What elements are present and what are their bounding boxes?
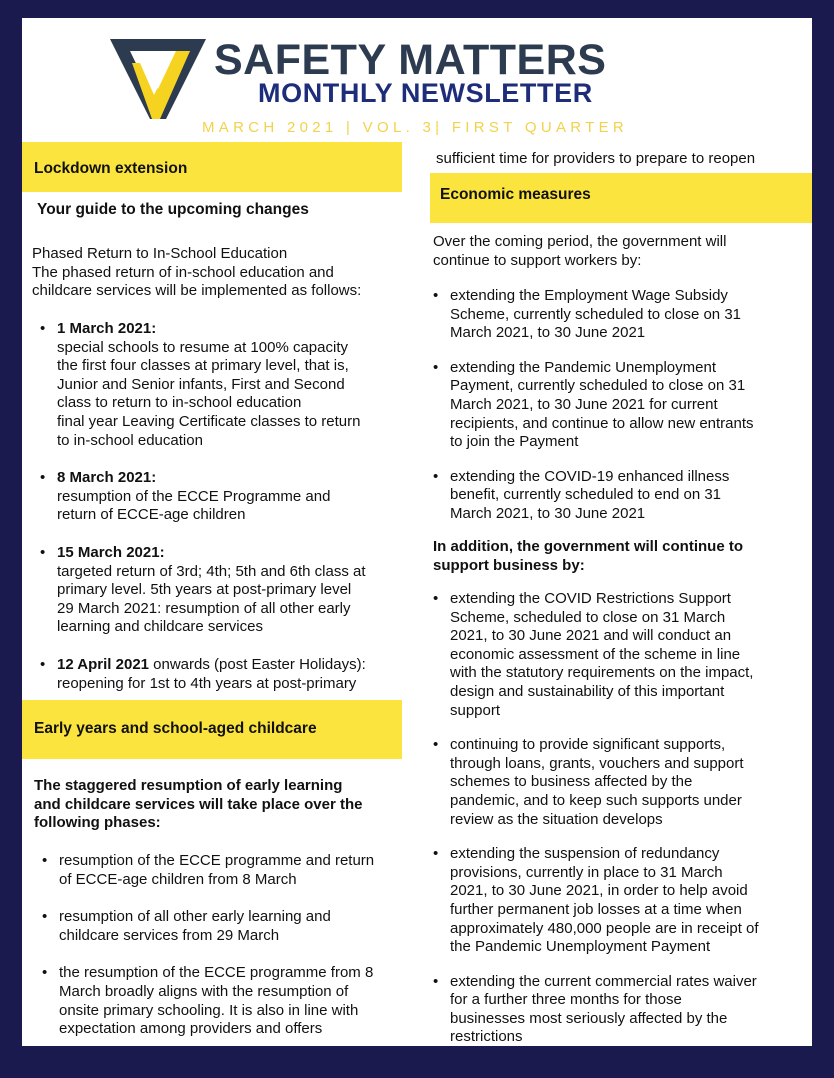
item-line: Scheme, currently scheduled to close on 31 — [450, 305, 741, 323]
item-date: 12 April 2021 — [57, 655, 149, 673]
item-line: class to return to in-school education — [57, 394, 302, 412]
lockdown-intro — [32, 245, 361, 301]
list-item — [42, 908, 412, 945]
worker-supports-list — [433, 287, 805, 543]
item-line: Payment, currently scheduled to close on 31 — [450, 377, 746, 395]
intro-line: Over the coming period, the government will — [433, 233, 727, 250]
newsletter-subtitle: MONTHLY NEWSLETTER — [258, 78, 593, 108]
item-line: • extending the COVID Restrictions Support — [450, 590, 731, 607]
lockdown-dates-list — [40, 320, 410, 712]
item-line: • resumption of all other early learning and — [59, 908, 331, 926]
item-line: March 2021, to 30 June 2021 — [450, 324, 646, 342]
item-line: primary level. 5th years at post-primary level — [57, 581, 352, 599]
item-date: • 8 March 2021: — [57, 469, 157, 487]
list-item — [42, 852, 412, 889]
item-line: review as the situation develops — [450, 810, 663, 828]
item-line: March 2021, to 30 June 2021 — [450, 504, 646, 522]
early-years-intro — [34, 777, 363, 833]
item-date-suffix: onwards (post Easter Holidays): — [149, 655, 366, 673]
item-line: the Pandemic Unemployment Payment — [450, 938, 711, 956]
list-item — [433, 287, 805, 343]
item-line: of ECCE-age children from 8 March — [59, 870, 297, 888]
item-date: • 1 March 2021: — [57, 320, 157, 337]
intro-line: childcare services will be implemented as follows: — [32, 282, 362, 300]
intro-line: continue to support workers by: — [433, 251, 642, 269]
item-line: provisions, currently in place to 31 March — [450, 863, 723, 881]
item-line: Scheme, scheduled to close on 31 March — [450, 608, 726, 626]
item-line: economic assessment of the scheme in line — [450, 645, 741, 663]
intro-line: In addition, the government will continue to — [433, 538, 743, 555]
newsletter-page — [22, 18, 812, 1046]
economic-heading: Economic measures — [440, 186, 591, 203]
continuation-line: sufficient time for providers to prepare to reopen — [436, 150, 756, 167]
item-line: • extending the suspension of redundancy — [450, 845, 720, 863]
item-line: March broadly aligns with the resumption of — [59, 982, 349, 1000]
list-item — [433, 845, 805, 957]
list-item — [433, 973, 805, 1046]
item-line: childcare services from 29 March — [59, 926, 280, 944]
list-item — [40, 656, 410, 693]
intro-line: The phased return of in-school education and — [32, 263, 334, 281]
list-item — [40, 469, 410, 525]
item-line: recipients, and continue to allow new entrants — [450, 414, 754, 432]
item-line: targeted return of 3rd; 4th; 5th and 6th class at — [57, 562, 366, 580]
item-line: March 2021, to 30 June 2021 for current — [450, 395, 718, 413]
intro-title: Phased Return to In-School Education — [32, 245, 288, 262]
item-line: • extending the current commercial rates waiver — [450, 972, 757, 990]
business-supports-list — [433, 590, 805, 1046]
list-item — [40, 544, 410, 637]
early-years-heading: Early years and school-aged childcare — [34, 720, 317, 737]
item-line: • extending the Pandemic Unemployment — [450, 358, 716, 376]
early-years-heading-band — [22, 700, 402, 759]
item-line: benefit, currently scheduled to end on 31 — [450, 486, 722, 504]
item-line: to in-school education — [57, 431, 203, 449]
intro-line: and childcare services will take place over the — [34, 795, 363, 813]
lockdown-heading-band — [22, 142, 402, 192]
item-line: pandemic, and to keep such supports under — [450, 791, 742, 809]
business-intro — [433, 538, 743, 575]
item-line: for a further three months for those — [450, 991, 682, 1009]
issue-line: MARCH 2021 | VOL. 3| FIRST QUARTER — [202, 119, 629, 136]
item-line: the first four classes at primary level, that is, — [57, 357, 349, 375]
item-line: further permanent job losses at a time when — [450, 900, 742, 918]
item-line: to join the Payment — [450, 433, 579, 451]
item-line: businesses most seriously affected by the — [450, 1009, 728, 1027]
list-item — [40, 320, 410, 450]
guide-subheading: Your guide to the upcoming changes — [37, 201, 309, 218]
item-line: 2021, to 30 June 2021 and will conduct an — [450, 627, 732, 645]
item-line: resumption of the ECCE Programme and — [57, 487, 331, 505]
economic-intro — [433, 233, 726, 270]
early-years-list — [42, 852, 412, 1046]
list-item — [42, 964, 412, 1038]
item-line: final year Leaving Certificate classes to return — [57, 412, 361, 430]
item-line: learning and childcare services — [57, 618, 263, 636]
item-line: expectation among providers and offers — [59, 1020, 323, 1038]
item-line: reopening for 1st to 4th years at post-primary — [57, 674, 357, 692]
list-item — [433, 359, 805, 452]
item-line: approximately 480,000 people are in receipt of — [450, 919, 759, 937]
item-line: special schools to resume at 100% capacity — [57, 338, 348, 356]
list-item — [433, 590, 805, 720]
list-item — [433, 736, 805, 829]
intro-line: following phases: — [34, 814, 161, 832]
economic-heading-band — [430, 173, 812, 223]
item-line: 2021, to 30 June 2021, in order to help avoid — [450, 882, 748, 900]
item-line: Junior and Senior infants, First and Second — [57, 375, 345, 393]
item-line: • continuing to provide significant supports, — [450, 736, 726, 754]
item-line: restrictions — [450, 1028, 523, 1046]
item-date: • 15 March 2021: — [57, 543, 165, 561]
item-line: support — [450, 701, 501, 719]
check-shield-logo-icon — [110, 37, 206, 133]
item-line: 29 March 2021: resumption of all other early — [57, 599, 351, 617]
item-line: • resumption of the ECCE programme and return — [59, 852, 375, 869]
brand-title: SAFETY MATTERS — [214, 36, 607, 84]
item-line: onsite primary schooling. It is also in line with — [59, 1001, 359, 1019]
intro-line: support business by: — [433, 556, 585, 574]
item-line: • the resumption of the ECCE programme from 8 — [59, 964, 374, 982]
item-line: • extending the Employment Wage Subsidy — [450, 287, 728, 304]
item-line: design and sustainability of this important — [450, 682, 725, 700]
item-line: through loans, grants, vouchers and support — [450, 754, 744, 772]
item-line: • extending the COVID-19 enhanced illness — [450, 467, 730, 485]
item-line: return of ECCE-age children — [57, 506, 246, 524]
item-line: with the statutory requirements on the impact, — [450, 664, 754, 682]
intro-line: The staggered resumption of early learning — [34, 777, 343, 794]
item-line: schemes to business affected by the — [450, 773, 693, 791]
list-item — [433, 468, 805, 524]
lockdown-heading: Lockdown extension — [34, 160, 188, 177]
